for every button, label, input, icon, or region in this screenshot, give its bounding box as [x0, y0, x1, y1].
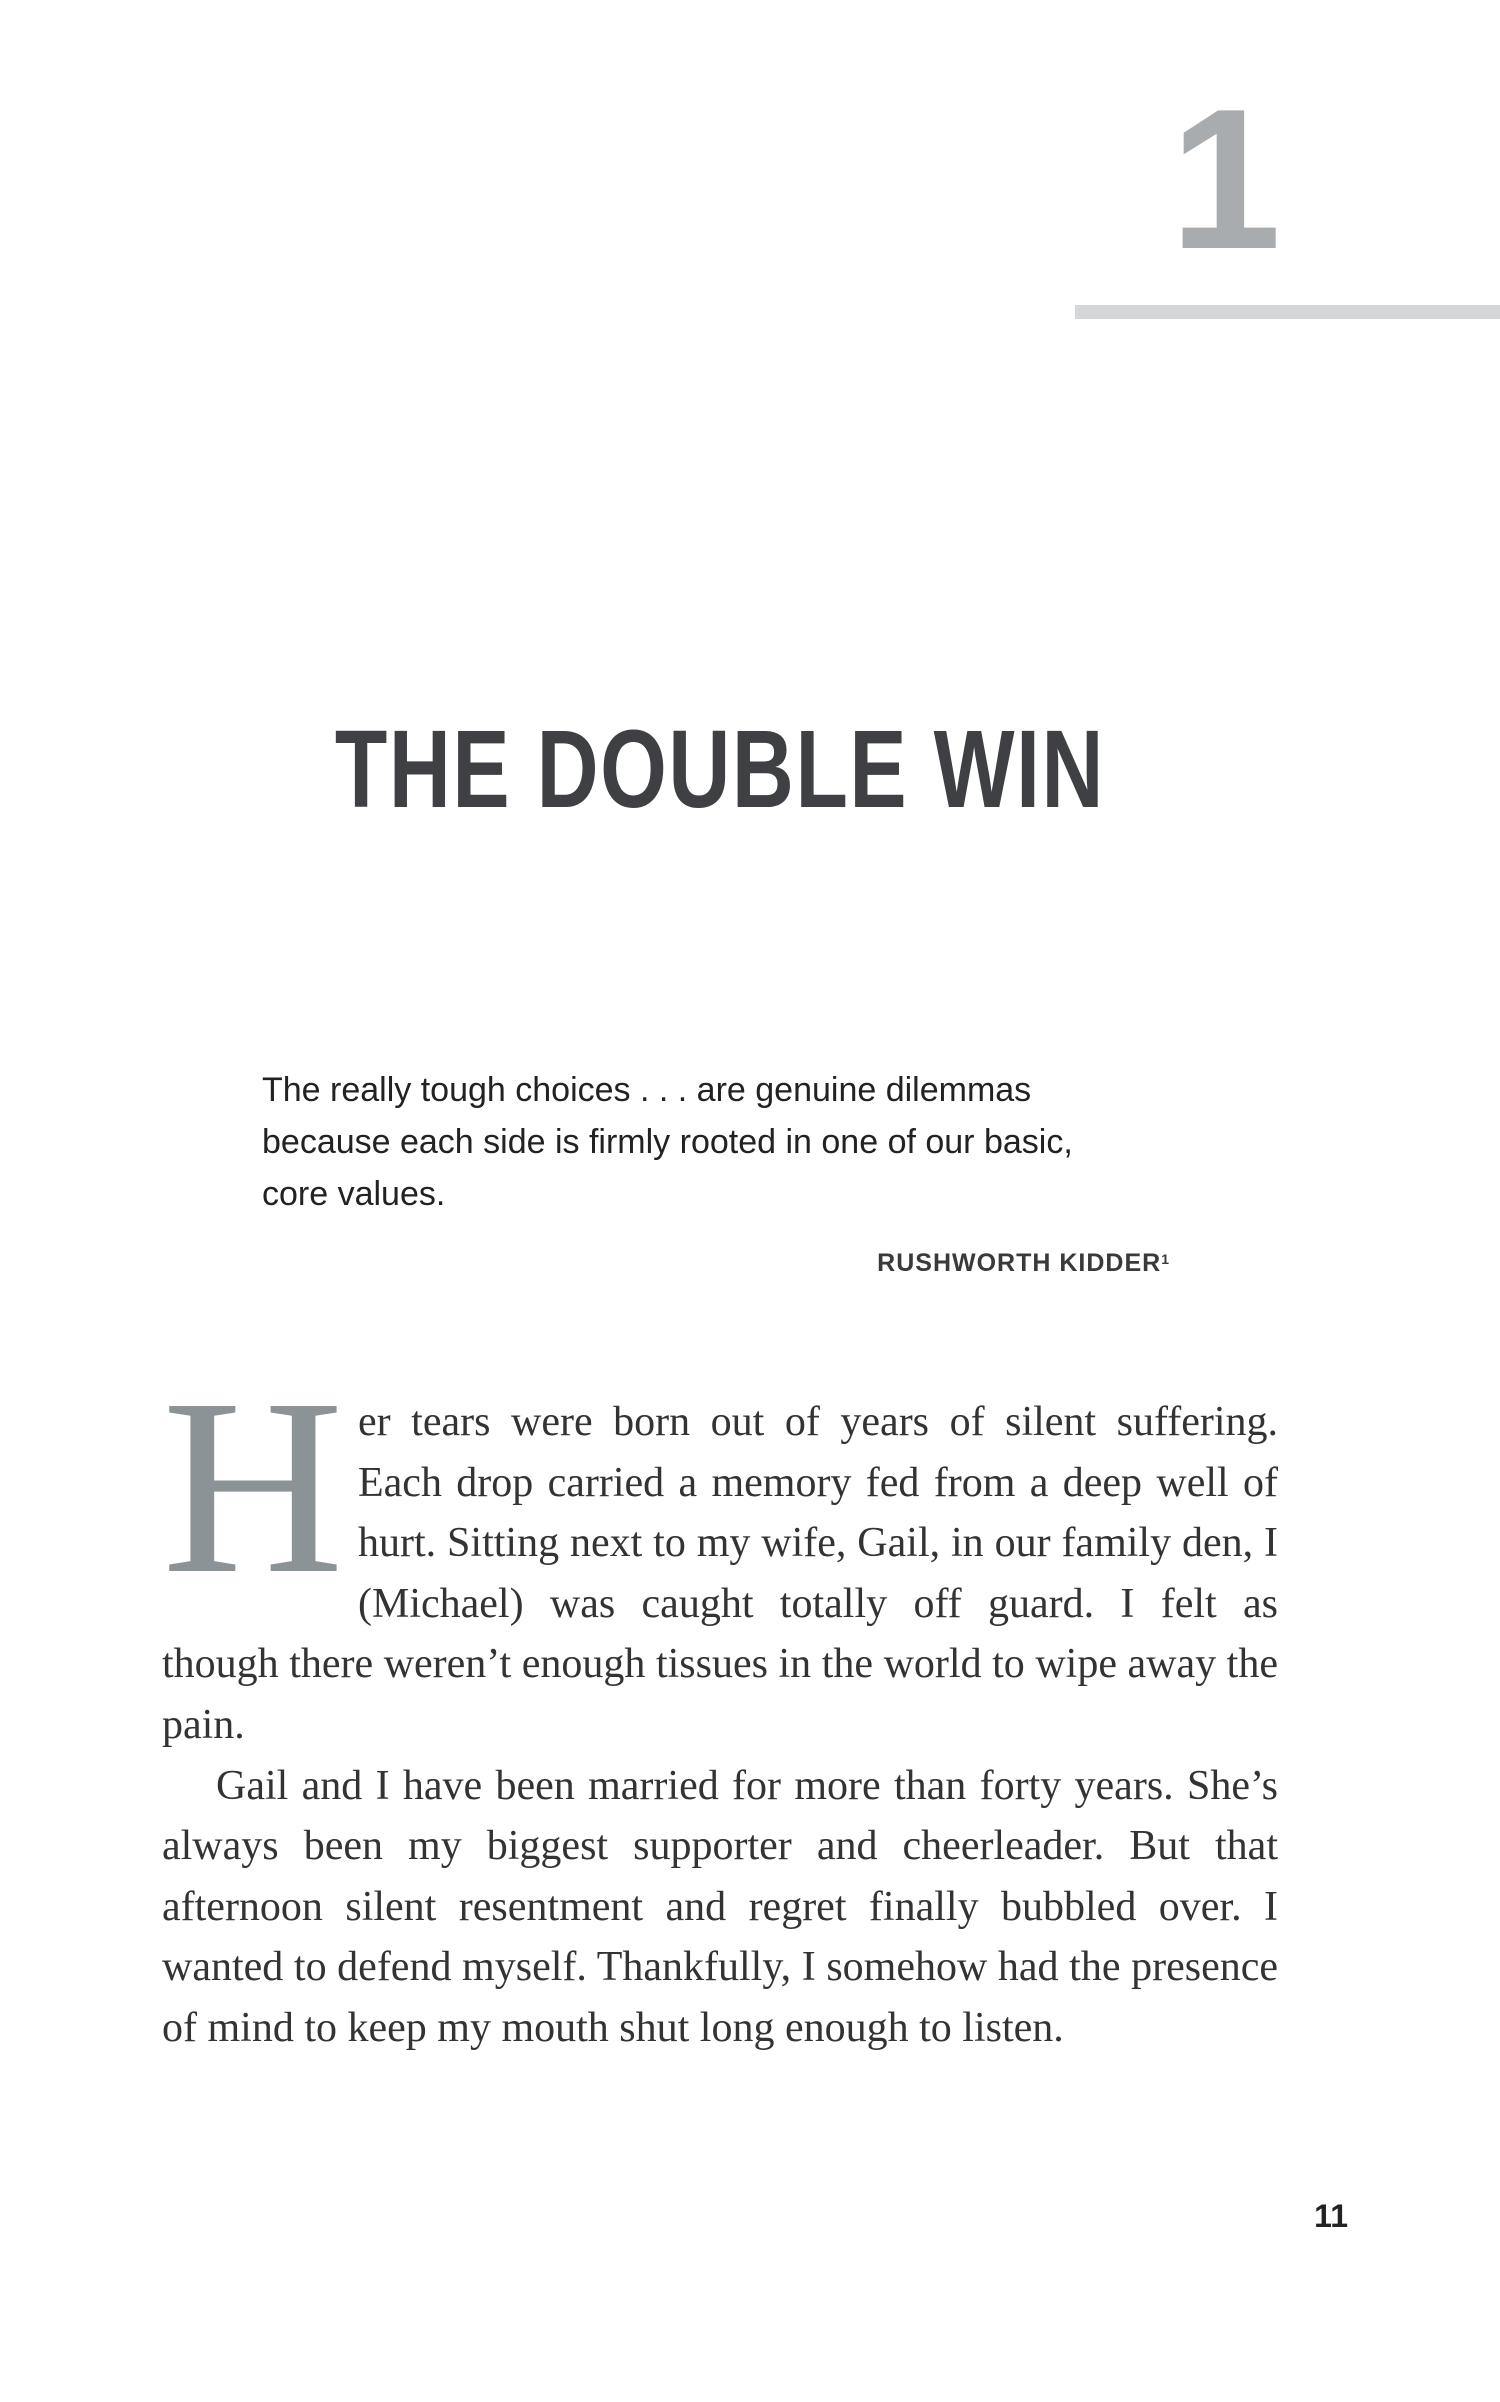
paragraph-text: er tears were born out of years of silent suffering. Each drop carried a memory fed from a deep well of hurt. Sitting next to my wife, Gail, in our family den, I (Michael) was caught totally off guard. I felt as though there weren’t enough tissues in the world to wipe away the pain. — [162, 1399, 1278, 1748]
page-number: 11 — [1314, 2198, 1348, 2234]
epigraph-line: The really tough choices . . . are genuine dilemmas — [262, 1071, 1032, 1109]
body-text — [162, 1346, 1278, 2059]
chapter-title: THE DOUBLE WIN — [334, 708, 1106, 831]
drop-cap: H — [162, 1346, 344, 1626]
chapter-rule — [1075, 305, 1500, 319]
chapter-number: 1 — [1170, 68, 1278, 291]
paragraph — [162, 1346, 1278, 1756]
epigraph-line: core values. — [262, 1175, 446, 1213]
paragraph: Gail and I have been married for more than forty years. She’s always been my biggest supporter and cheerleader. But that afternoon silent resentment and regret finally bubbled over. I wanted to defend myself. Thankfully, I somehow had the presence of mind to keep my mouth shut long enough to listen. — [162, 1762, 1278, 2051]
footnote-marker: 1 — [1161, 1251, 1170, 1267]
attribution-name: RUSHWORTH KIDDER — [877, 1249, 1162, 1277]
epigraph-line: because each side is firmly rooted in one of our basic, — [262, 1123, 1073, 1161]
epigraph-quote — [262, 1064, 1192, 1220]
epigraph-attribution — [700, 1248, 1170, 1278]
